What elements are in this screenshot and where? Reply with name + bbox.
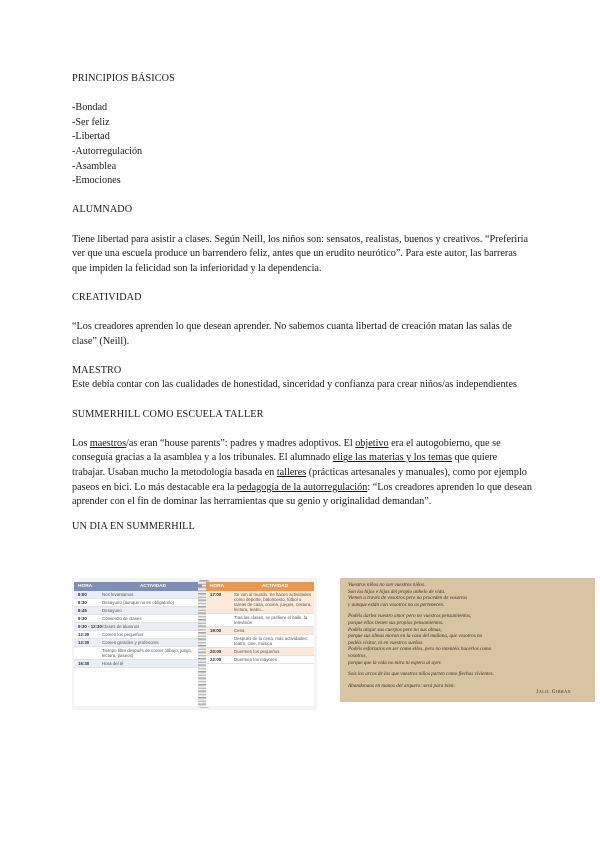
underlined-term: objetivo [355, 437, 389, 449]
schedule-activity: Desayuno [102, 608, 122, 613]
schedule-time: 12:30 [78, 632, 90, 637]
schedule-header: HORA ACTIVIDAD [74, 582, 202, 591]
schedule-row [206, 614, 314, 627]
principio-item: -Bondad [72, 102, 108, 114]
poem-image [340, 578, 595, 702]
schedule-row [74, 607, 202, 615]
poem-line: porque sus almas moran en la casa del mañana, que vosotros no [348, 633, 483, 640]
schedule-time: 8:30 [78, 600, 87, 605]
schedule-activity: Desayuno (aunque no es obligatorio) [102, 600, 175, 605]
schedule-row [206, 656, 314, 664]
schedule-time: 9:30 [78, 616, 87, 621]
principio-item: -Libertad [72, 131, 110, 143]
creatividad-paragraph: “Los creadores aprenden lo que desean aprender. No sabemos cuanta libertad de creación matan las salas de clase” (Neill). [72, 321, 512, 347]
poem-line: Podéis esforzaros en ser como ellos, pero no intentéis hacerlos como [348, 646, 492, 653]
poem-line: Vienen a través de vosotros pero no proceden de vosotros [348, 595, 468, 602]
poem-line: porque ellos tienen sus propios pensamientos. [348, 619, 444, 626]
schedule-time [206, 615, 234, 625]
schedule-row [206, 648, 314, 656]
maestro-heading: MAESTRO [72, 364, 122, 376]
schedule-row [74, 631, 202, 639]
poem-line: Son los hijos e hijas del propio anhelo de vida. [348, 588, 446, 595]
schedule-time: 19:00 [210, 628, 222, 633]
schedule-time: 16:30 [78, 661, 90, 666]
poem-line: Podéis alojar sus cuerpos pero no sus almas, [348, 626, 442, 633]
alumnado-heading: ALUMNADO [72, 204, 133, 216]
schedule-activity: Tras las clases, se prefiere el baile, la televisión [234, 615, 308, 625]
maestro-paragraph: Este debía contar con las cualidades de honestidad, sinceridad y confianza para crear niños/as independientes [72, 379, 517, 391]
schedule-row [74, 660, 202, 668]
poem-line: Abandonaos en manos del arquero: será para bien. [348, 682, 455, 689]
schedule-activity: Comen los pequeños [102, 632, 144, 637]
poem-line: Podéis darles vuestro amor pero no vuestros pensamientos, [348, 613, 472, 620]
poem-line: y aunque están con vosotros no os pertenecen. [348, 601, 445, 608]
schedule-activity: Se van al mundo. Se hacen actividades como deporte, baloncesto, fútbol o tareas de casa, cocina, juegos, costura, lectura, teatro... [234, 592, 312, 612]
principio-item: -Asamblea [72, 160, 117, 172]
schedule-row [206, 635, 314, 648]
schedule-time: 20:00 [210, 649, 222, 654]
schedule-row [74, 639, 202, 647]
poem-line: vosotros, [348, 652, 367, 659]
schedule-activity: Comen grandes y profesores [102, 640, 159, 645]
schedule-activity: Después de la cena, más actividades: teatro, cine, música [234, 636, 308, 646]
schedule-time: 8:45 [78, 608, 87, 613]
schedule-row [206, 591, 314, 614]
morning-schedule [74, 582, 202, 706]
alumnado-paragraph: Tiene libertad para asistir a clases. Según Neill, los niños son: sensatos, realistas, buenos y creativos. “Preferiría ver que una escuela produce un barrendero feliz, antes que un erudito neurótico”. Para este autor, las barreras que impiden la felicidad son la inferioridad y la dependencia. [72, 233, 528, 274]
poem-line: podéis visitar, ni en vuestros sueños. [348, 639, 424, 646]
schedule-row [74, 647, 202, 660]
schedule-activity: Nos levantamos [102, 592, 134, 597]
schedule-row [74, 615, 202, 623]
principio-item: -Autorregulación [72, 145, 143, 157]
principios-list [72, 101, 532, 189]
schedule-activity: Comienzo de clases [102, 616, 142, 621]
taller-paragraph: Los maestros/as eran “house parents”: padres y madres adoptivos. El objetivo era el autogobierno, que se conseguía gracias a la asamblea y a los tribunales. El alumnado elige las materias y los temas que quiere trabajar. Usaban mucho la metodología basada en talleres (prácticas artesanales y manuales), como por ejemplo paseos en bici. Lo más destacable era la pedagogía de la autorregulación: “Los creadores aprenden lo que desean aprender con el fin de dominar las herramientas que su genio y originalidad demandan”. [72, 437, 532, 508]
schedule-time: 22:00 [210, 657, 222, 662]
underlined-term: maestros [89, 437, 127, 449]
schedule-time: 17:00 [210, 592, 222, 597]
poem-line: porque que la vida no mira ni espera al ayer. [348, 659, 442, 666]
illustrations-row [72, 578, 594, 710]
underlined-term: pedagogía de la autorregulación [236, 481, 368, 493]
poem-line: Vuestros niños no son vuestros niños. [348, 582, 426, 588]
schedule-header: HORA ACTIVIDAD [206, 582, 314, 591]
schedule-time: 12:30 [78, 640, 90, 645]
poem-author: Jalil Gibrán [536, 689, 571, 696]
principios-heading: PRINCIPIOS BÁSICOS [72, 73, 175, 84]
underlined-term: talleres [276, 467, 307, 479]
schedule-activity: Duermen los pequeños [234, 649, 280, 654]
schedule-time: 8:00 [78, 592, 87, 597]
schedule-time [74, 648, 102, 658]
principio-item: -Emociones [72, 175, 121, 187]
schedule-activity: Hora del té [102, 661, 124, 666]
schedule-activity: Cena [234, 628, 245, 633]
taller-heading: SUMMERHILL COMO ESCUELA TALLER [72, 408, 264, 420]
schedule-activity: Clases de alumnos [102, 624, 140, 629]
creatividad-heading: CREATIVIDAD [72, 291, 142, 303]
schedule-row [74, 623, 202, 631]
schedule-row [74, 599, 202, 607]
document-body [72, 72, 532, 534]
dia-heading: UN DIA EN SUMMERHILL [72, 520, 195, 532]
principio-item: -Ser feliz [72, 116, 110, 128]
poem-line: Sois los arcos de los que vuestros niños parten como flechas vivientes. [348, 671, 494, 678]
schedule-activity: Tiempo libre después de comer (dibujo, juego, lectura, paseos) [102, 648, 193, 658]
schedule-row [74, 591, 202, 599]
schedule-row [206, 627, 314, 635]
schedule-time: 9:30 - 12:30 [78, 624, 102, 629]
schedule-notebook-image [72, 578, 317, 710]
schedule-activity: Duermen los mayores [234, 657, 277, 662]
underlined-term: elige las materias y los temas [332, 452, 452, 464]
afternoon-schedule [206, 582, 314, 706]
schedule-time [206, 636, 234, 646]
